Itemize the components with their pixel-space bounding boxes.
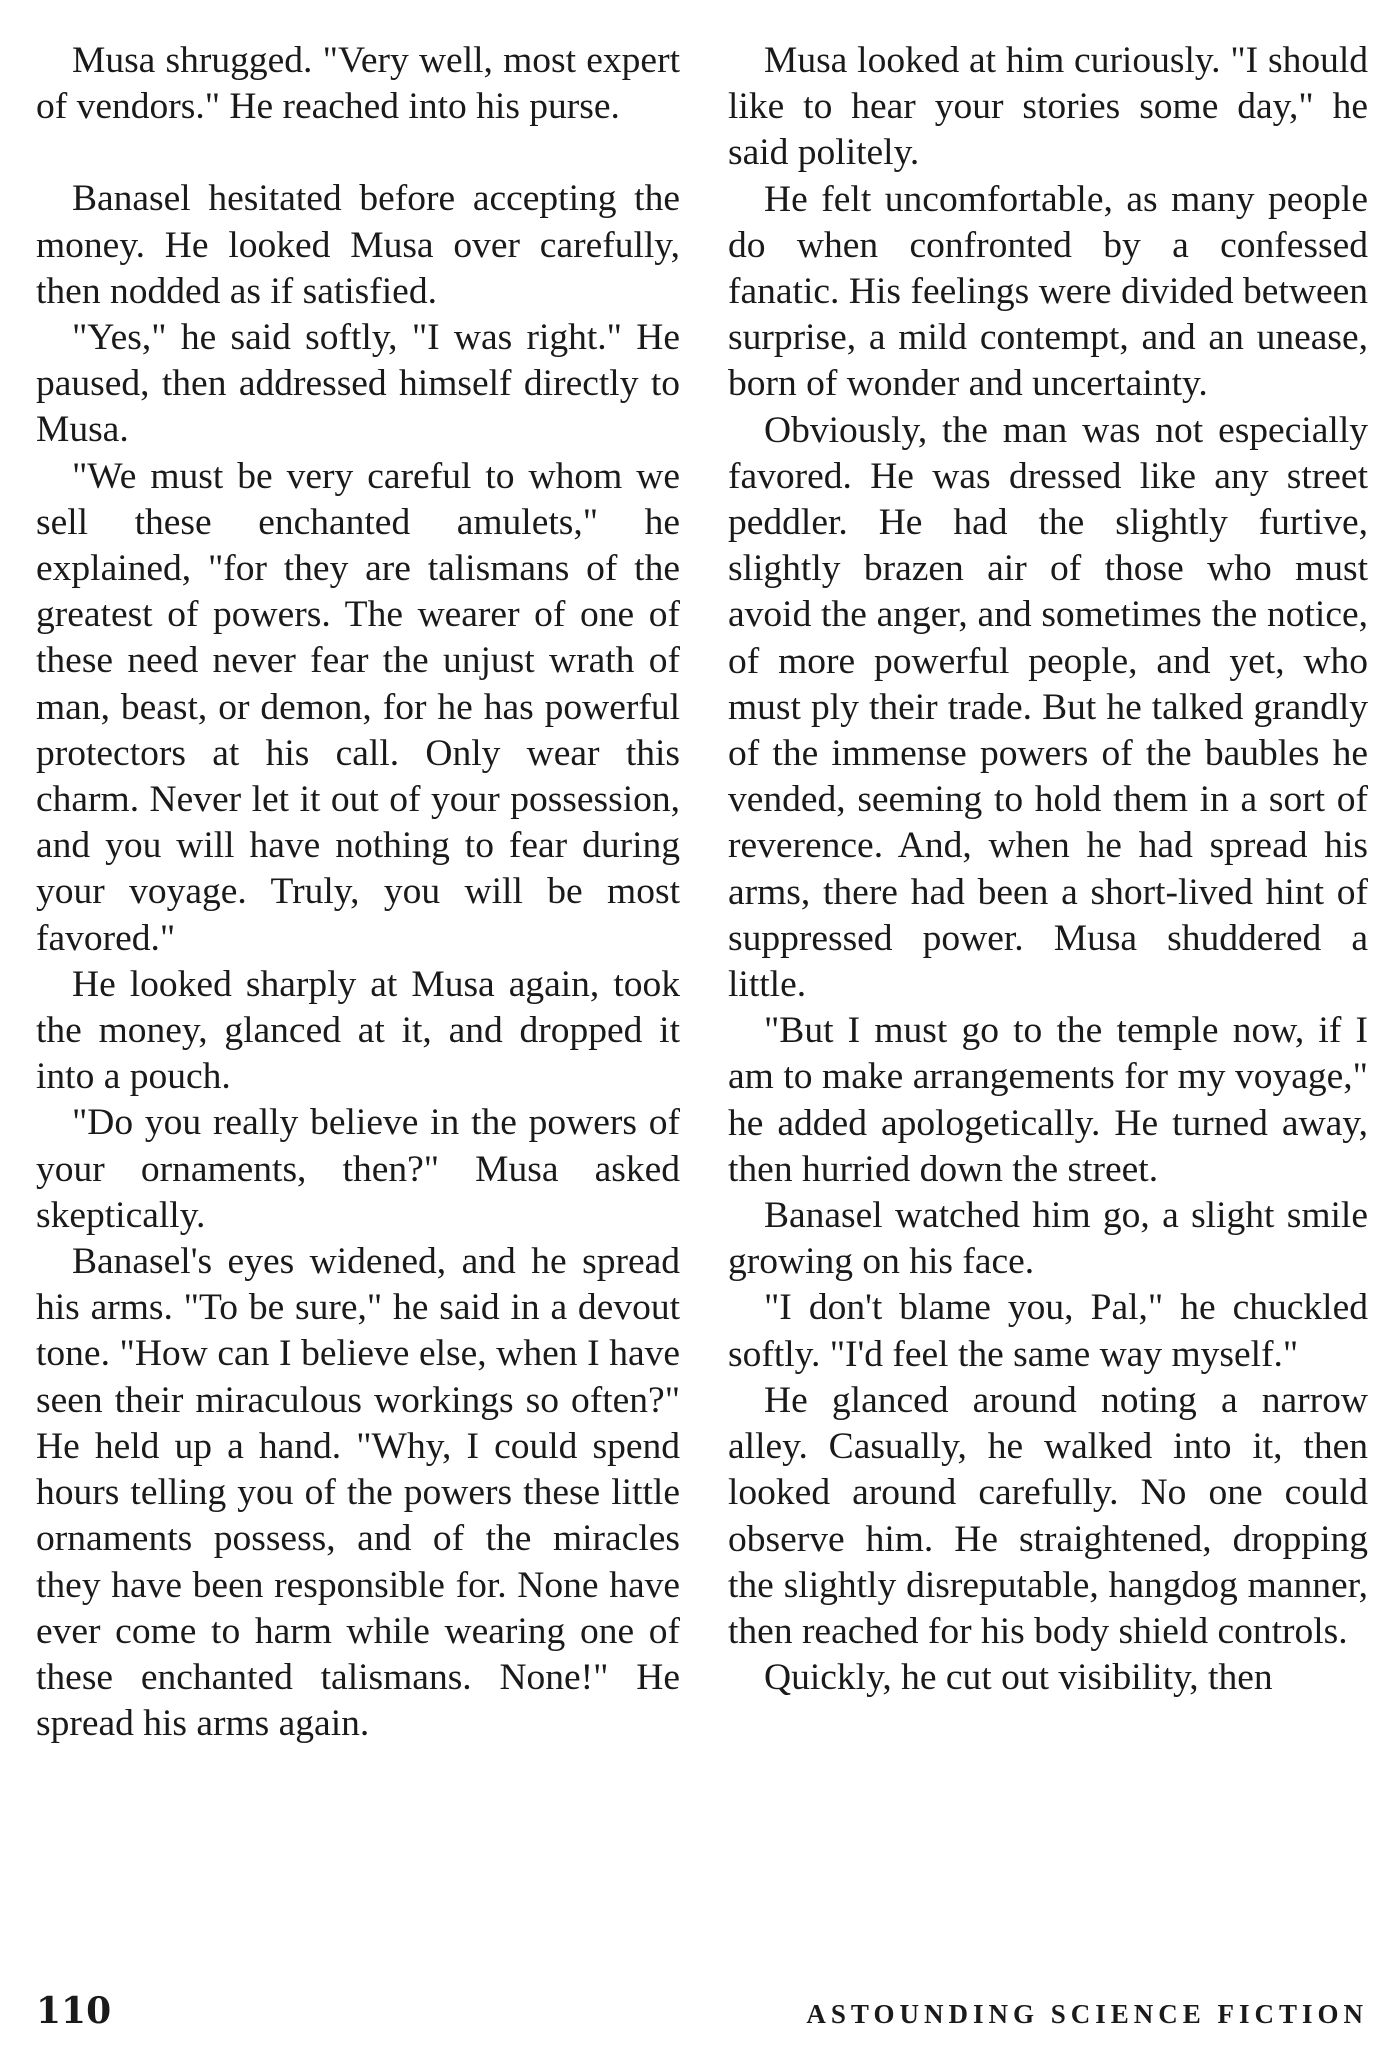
paragraph: "I don't blame you, Pal," he chuckled softly. "I'd feel the same way myself." bbox=[728, 1287, 1368, 1375]
running-title: ASTOUNDING SCIENCE FICTION bbox=[806, 1999, 1368, 2029]
paragraph: He looked sharply at Musa again, took the money, glanced at it, and dropped it into a pouch. bbox=[36, 963, 680, 1098]
paragraph: He glanced around noting a narrow alley. Casually, he walked into it, then looked around carefully. No one could observe him. He straightened, dropping the slightly disreputable, hangdog manner, then reached for his body shield controls. bbox=[728, 1379, 1368, 1652]
left-column bbox=[36, 38, 680, 1747]
paragraph: Obviously, the man was not especially favored. He was dressed like any street peddler. He had the slightly furtive, slightly brazen air of those who must avoid the anger, and sometimes the notice, of more powerful people, and yet, who must ply their trade. But he talked grandly of the immense powers of the baubles he vended, seeming to hold them in a sort of reverence. And, when he had spread his arms, there had been a short-lived hint of suppressed power. Musa shuddered a little. bbox=[728, 409, 1368, 1006]
paragraph: "Yes," he said softly, "I was right." He paused, then addressed himself directly to Musa. bbox=[36, 317, 680, 451]
page-footer bbox=[36, 1990, 1368, 2032]
paragraph: "But I must go to the temple now, if I am to make arrangements for my voyage," he added apologetically. He turned away, then hurried down the street. bbox=[728, 1010, 1368, 1190]
right-column bbox=[728, 38, 1368, 1701]
paragraph: Banasel's eyes widened, and he spread his arms. "To be sure," he said in a devout tone. "How can I believe else, when I have seen their miraculous workings so often?" He held up a hand. "Why, I could spend hours telling you of the powers these little ornaments possess, and of the miracles they have been responsible for. None have ever come to harm while wearing one of these enchanted talismans. None!" He spread his arms again. bbox=[36, 1241, 680, 1745]
paragraph: Musa shrugged. "Very well, most expert of vendors." He reached into his purse. bbox=[36, 40, 680, 128]
paragraph: "Do you really believe in the powers of your ornaments, then?" Musa asked skeptically. bbox=[36, 1102, 680, 1236]
paragraph: Banasel hesitated before accepting the money. He looked Musa over carefully, then nodded as if satisfied. bbox=[36, 178, 680, 312]
page-number: 110 bbox=[36, 1990, 112, 2032]
paragraph: Musa looked at him curiously. "I should like to hear your stories some day," he said politely. bbox=[728, 40, 1368, 174]
paragraph: He felt uncomfortable, as many people do when confronted by a confessed fanatic. His feelings were divided between surprise, a mild contempt, and an unease, born of wonder and uncertainty. bbox=[728, 178, 1368, 405]
paragraph: "We must be very careful to whom we sell these enchanted amulets," he explained, "for they are talismans of the greatest of powers. The wearer of one of these need never fear the unjust wrath of man, beast, or demon, for he has powerful protectors at his call. Only wear this charm. Never let it out of your possession, and you will have nothing to fear during your voyage. Truly, you will be most favored." bbox=[36, 455, 680, 959]
paragraph: Quickly, he cut out visibility, then bbox=[764, 1657, 1273, 1699]
paragraph: Banasel watched him go, a slight smile growing on his face. bbox=[728, 1195, 1368, 1283]
